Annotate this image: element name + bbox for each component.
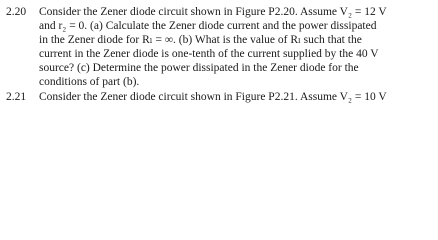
problem-line: current in the Zener diode is one-tenth of the current supplied by the 40 V <box>39 48 379 60</box>
problem-line: Consider the Zener diode circuit shown in Figure P2.20. Assume V₂ = 12 V <box>39 6 387 18</box>
problem-line: and r₂ = 0. (a) Calculate the Zener diode current and the power dissipated <box>39 20 377 32</box>
problem-line: in the Zener diode for Rₗ = ∞. (b) What is the value of Rₗ such that the <box>39 34 362 46</box>
next-problem-number: 2.21 <box>6 91 27 103</box>
problem-text <box>39 5 431 89</box>
problem-number: 2.20 <box>6 6 27 18</box>
problem-line: source? (c) Determine the power dissipated in the Zener diode for the <box>39 62 359 74</box>
problem-line: conditions of part (b). <box>39 76 140 88</box>
next-problem-text: Consider the Zener diode circuit shown in Figure P2.21. Assume V₂ = 10 V <box>39 91 387 103</box>
next-problem-partial <box>6 90 434 104</box>
